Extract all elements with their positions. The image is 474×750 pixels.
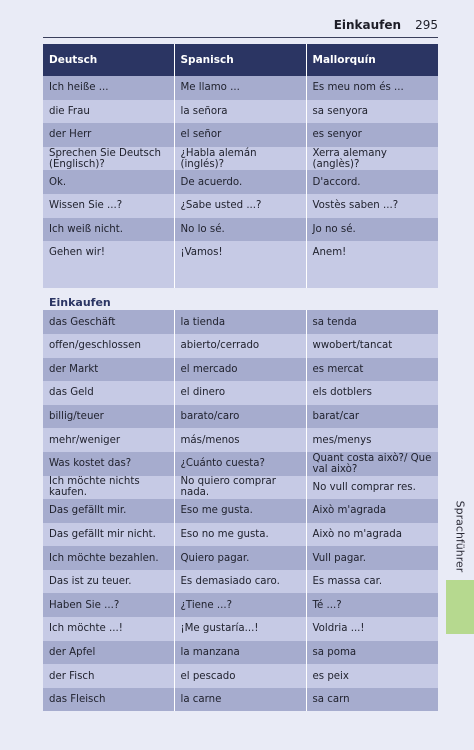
cell-deutsch: Wissen Sie ...?	[43, 194, 174, 218]
cell-mallorquin: es senyor	[306, 123, 438, 147]
cell-deutsch: der Apfel	[43, 641, 174, 665]
cell-deutsch: Das ist zu teuer.	[43, 570, 174, 594]
section-heading: Einkaufen	[43, 288, 438, 310]
cell-spanisch: Quiero pagar.	[174, 546, 306, 570]
cell-deutsch: der Markt	[43, 358, 174, 382]
cell-deutsch: mehr/weniger	[43, 428, 174, 452]
cell-spanisch: ¡Vamos!	[174, 241, 306, 265]
header-rule	[43, 37, 438, 38]
cell-mallorquin: Es massa car.	[306, 570, 438, 594]
cell-mallorquin: wwobert/tancat	[306, 334, 438, 358]
running-head-section: Einkaufen	[333, 18, 402, 32]
cell-mallorquin: sa poma	[306, 641, 438, 665]
table-row	[43, 593, 438, 617]
cell-mallorquin: No vull comprar res.	[306, 476, 438, 500]
cell-mallorquin: sa carn	[306, 688, 438, 712]
cell-spanisch	[174, 265, 306, 289]
cell-spanisch: ¿Tiene ...?	[174, 593, 306, 617]
cell-spanisch: la tienda	[174, 310, 306, 334]
cell-mallorquin: barat/car	[306, 405, 438, 429]
table-row	[43, 218, 438, 242]
cell-mallorquin: sa senyora	[306, 100, 438, 124]
table-row	[43, 310, 438, 334]
cell-spanisch: No quiero comprar nada.	[174, 476, 306, 500]
side-tab-label: Sprachführer	[453, 500, 467, 572]
table-row	[43, 147, 438, 171]
column-header-spanisch: Spanisch	[174, 44, 306, 76]
table-row	[43, 241, 438, 265]
cell-spanisch: ¿Sabe usted ...?	[174, 194, 306, 218]
cell-spanisch: la señora	[174, 100, 306, 124]
cell-spanisch: abierto/cerrado	[174, 334, 306, 358]
table-row	[43, 499, 438, 523]
table-row	[43, 334, 438, 358]
cell-mallorquin: mes/menys	[306, 428, 438, 452]
cell-spanisch: Es demasiado caro.	[174, 570, 306, 594]
table-row	[43, 546, 438, 570]
column-header-mallorquin: Mallorquín	[306, 44, 438, 76]
page-header	[334, 18, 438, 38]
table-row	[43, 100, 438, 124]
table-row	[43, 688, 438, 712]
table-row	[43, 265, 438, 289]
table-row	[43, 170, 438, 194]
cell-mallorquin: Té ...?	[306, 593, 438, 617]
cell-deutsch: Was kostet das?	[43, 452, 174, 476]
table-row	[43, 405, 438, 429]
table-row	[43, 358, 438, 382]
cell-spanisch: más/menos	[174, 428, 306, 452]
cell-deutsch: Ich heiße ...	[43, 76, 174, 100]
cell-mallorquin: Això no m'agrada	[306, 523, 438, 547]
table-row	[43, 194, 438, 218]
cell-spanisch: De acuerdo.	[174, 170, 306, 194]
phrase-table	[43, 44, 438, 711]
cell-mallorquin: Anem!	[306, 241, 438, 265]
cell-mallorquin: Quant costa això?/ Que val això?	[306, 452, 438, 476]
cell-deutsch: Sprechen Sie Deutsch (Englisch)?	[43, 147, 174, 171]
cell-deutsch: der Herr	[43, 123, 174, 147]
table-row	[43, 428, 438, 452]
cell-mallorquin: es peix	[306, 664, 438, 688]
cell-spanisch: la manzana	[174, 641, 306, 665]
side-tab-color-bar	[446, 580, 474, 634]
cell-mallorquin: sa tenda	[306, 310, 438, 334]
cell-spanisch: el mercado	[174, 358, 306, 382]
cell-deutsch: das Geschäft	[43, 310, 174, 334]
table-row	[43, 617, 438, 641]
table-row	[43, 523, 438, 547]
cell-deutsch: Ich weiß nicht.	[43, 218, 174, 242]
cell-deutsch: Ok.	[43, 170, 174, 194]
cell-mallorquin: Jo no sé.	[306, 218, 438, 242]
cell-deutsch: billig/teuer	[43, 405, 174, 429]
cell-spanisch: el dinero	[174, 381, 306, 405]
cell-spanisch: barato/caro	[174, 405, 306, 429]
cell-deutsch: Gehen wir!	[43, 241, 174, 265]
table-row	[43, 76, 438, 100]
cell-mallorquin: Vostès saben ...?	[306, 194, 438, 218]
cell-deutsch	[43, 265, 174, 289]
table-header-row	[43, 44, 438, 76]
cell-spanisch: la carne	[174, 688, 306, 712]
table-body-bottom	[43, 310, 438, 711]
cell-deutsch: Ich möchte nichts kaufen.	[43, 476, 174, 500]
cell-mallorquin: Voldria ...!	[306, 617, 438, 641]
cell-deutsch: die Frau	[43, 100, 174, 124]
cell-mallorquin: Això m'agrada	[306, 499, 438, 523]
cell-mallorquin: Es meu nom és ...	[306, 76, 438, 100]
cell-mallorquin: es mercat	[306, 358, 438, 382]
cell-mallorquin: D'accord.	[306, 170, 438, 194]
table-body-top	[43, 76, 438, 288]
section-heading-body	[43, 288, 438, 310]
side-tab	[446, 496, 474, 576]
cell-deutsch: offen/geschlossen	[43, 334, 174, 358]
cell-spanisch: No lo sé.	[174, 218, 306, 242]
cell-deutsch: Ich möchte ...!	[43, 617, 174, 641]
cell-deutsch: das Geld	[43, 381, 174, 405]
table-row	[43, 452, 438, 476]
column-header-deutsch: Deutsch	[43, 44, 174, 76]
cell-mallorquin: Vull pagar.	[306, 546, 438, 570]
table-row	[43, 476, 438, 500]
cell-spanisch: ¿Habla alemán (inglés)?	[174, 147, 306, 171]
table-row	[43, 381, 438, 405]
cell-spanisch: el señor	[174, 123, 306, 147]
cell-spanisch: Eso no me gusta.	[174, 523, 306, 547]
cell-deutsch: Ich möchte bezahlen.	[43, 546, 174, 570]
table-row	[43, 641, 438, 665]
cell-deutsch: der Fisch	[43, 664, 174, 688]
cell-deutsch: das Fleisch	[43, 688, 174, 712]
cell-spanisch: Me llamo ...	[174, 76, 306, 100]
table-row	[43, 664, 438, 688]
cell-spanisch: el pescado	[174, 664, 306, 688]
cell-spanisch: Eso me gusta.	[174, 499, 306, 523]
cell-mallorquin: els dotblers	[306, 381, 438, 405]
cell-spanisch: ¡Me gustaría...!	[174, 617, 306, 641]
cell-mallorquin	[306, 265, 438, 289]
section-heading-row	[43, 288, 438, 310]
cell-mallorquin: Xerra alemany (anglès)?	[306, 147, 438, 171]
page-number: 295	[415, 18, 438, 32]
table-row	[43, 570, 438, 594]
cell-deutsch: Haben Sie ...?	[43, 593, 174, 617]
cell-deutsch: Das gefällt mir.	[43, 499, 174, 523]
table-row	[43, 123, 438, 147]
cell-deutsch: Das gefällt mir nicht.	[43, 523, 174, 547]
cell-spanisch: ¿Cuánto cuesta?	[174, 452, 306, 476]
